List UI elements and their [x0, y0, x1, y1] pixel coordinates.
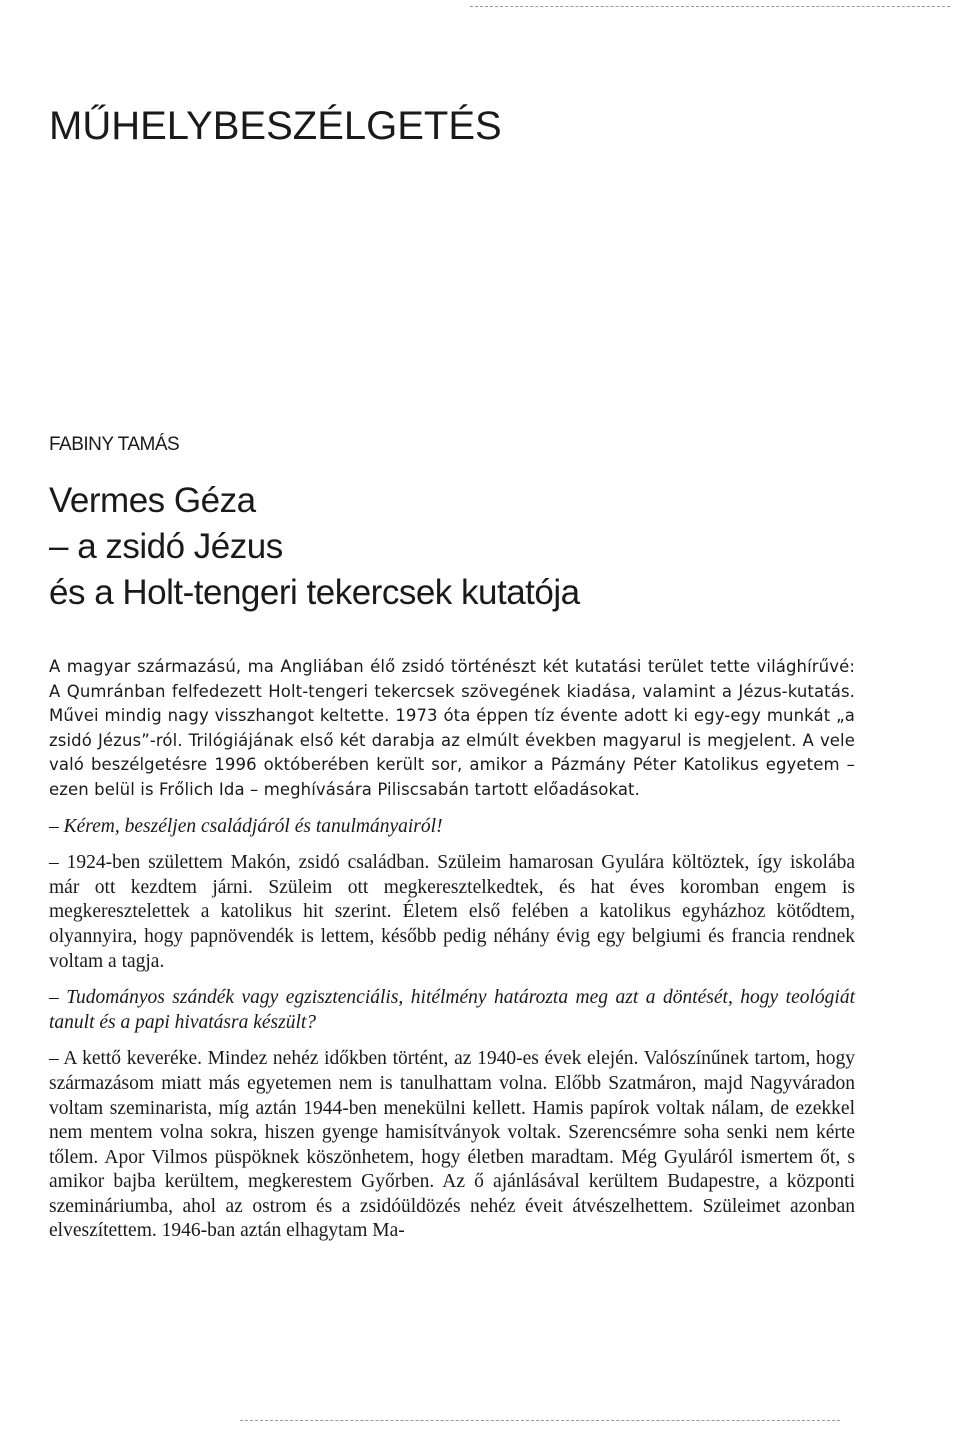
interview-answer-1: – 1924-ben születtem Makón, zsidó családban. Szüleim hamarosan Gyulára költöztek, így iskolába már ott kezdtem járni. Szüleim ott megkeresztelkedtek, és hat éves koromban engem is megkeresztelettek a katolikus hit szerint. Életem első felében a katolikus egyházhoz kötődtem, olyannyira, hogy papnövendék is lettem, később pedig néhány évig egy belgiumi és francia rendnek voltam a tagja.	[49, 852, 855, 972]
interview-question-2: – Tudományos szándék vagy egzisztenciális, hitélmény határozta meg azt a döntését, hogy teológiát tanult és a papi hivatásra készült?	[49, 987, 855, 1033]
interview-question-1: – Kérem, beszéljen családjáról és tanulmányairól!	[49, 815, 443, 837]
interview-answer-2: – A kettő keveréke. Mindez nehéz időkben történt, az 1940-es évek elején. Valószínűnek tartom, hogy származásom miatt más egyetemen nem is tanulhattam volna. Előbb Szatmáron, majd Nagyváradon voltam szeminarista, míg aztán 1944-ben menekülni kellett. Hamis papírok voltak nálam, de ezekkel nem mentem volna sokra, hiszen gyenge hamisítványok voltak. Szerencsémre soha senki nem kérte tőlem. Apor Vilmos püspöknek köszönhetem, hogy életben maradtam. Még Gyuláról ismertem őt, s amikor bajba kerültem, megkerestem Győrben. Az ő ajánlásával kerültem Budapestre, a központi szemináriumba, ahol az ostrom és a zsidóüldözés nehéz éveit átvészelhettem. Szüleimet azonban elveszítettem. 1946-ban aztán elhagytam Ma-	[49, 1048, 855, 1242]
section-title: MŰHELYBESZÉLGETÉS	[49, 104, 502, 148]
article-title-line-1: Vermes Géza	[49, 481, 256, 520]
article-title-line-3: és a Holt-tengeri tekercsek kutatója	[49, 573, 580, 612]
article-body	[49, 655, 855, 1244]
lead-paragraph: A magyar származású, ma Angliában élő zsidó történészt két kutatási terület tette világhírűvé: A Qumránban felfedezett Holt-tengeri tekercsek szövegének kiadása, valamint a Jézus-kutatás. Művei mindig nagy visszhangot keltette. 1973 óta éppen tíz évente adott ki egy-egy munkát „a zsidó Jézus”-ról. Trilógiájának első két darabja az elmúlt években magyarul is megjelent. A vele való beszélgetésre 1996 októberében került sor, amikor a Pázmány Péter Katolikus egyetem – ezen belül is Frőlich Ida – meghívására Piliscsabán tartott előadásokat.	[49, 657, 855, 799]
scan-artifact-bottom	[240, 1420, 840, 1421]
author-name: FABINY TAMÁS	[49, 434, 180, 455]
scan-artifact-top	[470, 6, 950, 7]
article-title	[49, 478, 580, 616]
article-title-line-2: – a zsidó Jézus	[49, 527, 283, 566]
